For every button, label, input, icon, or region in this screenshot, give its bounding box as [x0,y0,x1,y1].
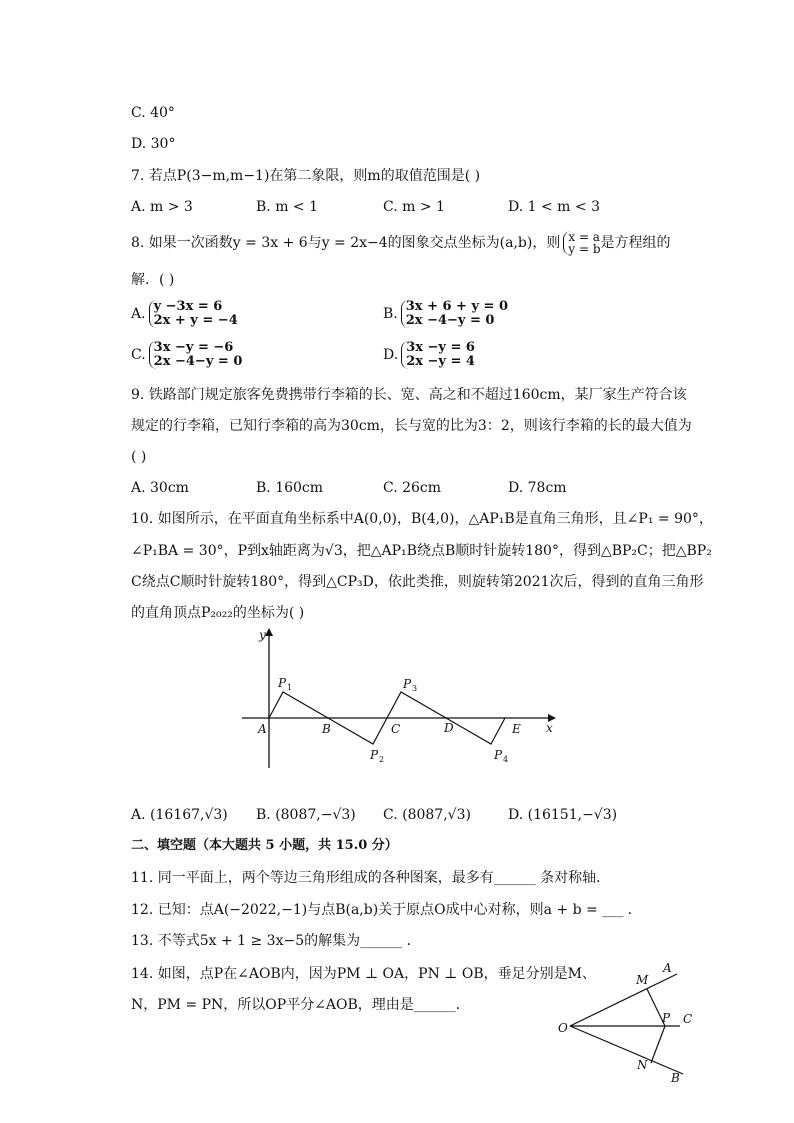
q8-option-b [383,300,508,328]
q9-option-d: D. 78cm [508,480,567,496]
segment-PN [651,1026,665,1063]
label-B: B [671,1071,680,1085]
q6-option-c: C. 40° [131,105,175,121]
q10-line4: 的直角顶点P₂₀₂₂的坐标为( ) [131,605,305,621]
q8-option-a-system [149,300,238,328]
y-axis-arrow-icon [265,628,273,636]
label-P4-sub: 4 [503,755,509,764]
q8-option-a-eq2: 2x + y = −4 [153,313,238,328]
q10-option-c: C. (8087,√3) [383,807,471,823]
q8-stem-tail: 是方程组的 [600,235,671,251]
q7-option-c: C. m > 1 [383,199,445,215]
label-E: E [512,722,521,736]
q10-option-d: D. (16151,−√3) [508,807,618,823]
label-P2-sub: 2 [379,755,385,764]
label-P4: P [494,748,503,762]
q10-option-a: A. (16167,√3) [131,807,228,823]
q14-line2: N，PM = PN，所以OP平分∠AOB，理由是______． [131,997,470,1013]
q13: 13. 不等式5x + 1 ≥ 3x−5的解集为______ ． [131,933,421,949]
label-P1: P [278,676,287,690]
label-C: C [391,722,401,736]
q8-sys-top: x = a [568,230,600,244]
q8-option-d [383,341,475,369]
q12: 12. 已知：点A(−2022,−1)与点B(a,b)关于原点O成中心对称，则a + b = ___ ． [131,902,642,918]
label-P3-sub: 3 [412,684,418,693]
q11: 11. 同一平面上，两个等边三角形组成的各种图案，最多有______ 条对称轴． [131,870,611,886]
q8-stem-line2: 解．( ) [131,272,175,288]
label-N: N [637,1058,648,1072]
q8-option-b-system [401,300,508,328]
q8-option-a-label: A. [131,306,146,322]
q8-option-b-eq1: 3x + 6 + y = 0 [405,299,509,314]
q8-option-c-label: C. [131,347,146,363]
q6-option-d: D. 30° [131,136,176,152]
q7-option-b: B. m < 1 [256,199,319,215]
q9-option-b: B. 160cm [256,480,324,496]
q8-option-a [131,300,238,328]
q9-line3: ( ) [131,449,147,465]
section-2-heading: 二、填空题（本大题共 5 小题，共 15.0 分） [131,838,398,853]
label-P: P [662,1011,671,1025]
label-P2: P [370,748,379,762]
q8-option-a-eq1: y −3x = 6 [153,299,223,314]
label-B: B [322,722,331,736]
q8-stem-system [563,231,600,255]
q10-option-b: B. (8087,−√3) [256,807,356,823]
q8-option-b-label: B. [383,306,398,322]
q14-line1: 14. 如图，点P在∠AOB内，因为PM ⊥ OA，PN ⊥ OB，垂足分别是M、 [131,966,596,982]
q8-option-c-system [149,341,243,369]
label-D: D [444,721,454,735]
q9-option-a: A. 30cm [131,480,189,496]
q8-stem-text: 8. 如果一次函数y = 3x + 6与y = 2x−4的图象交点坐标为(a,b)，则 [131,235,561,251]
q8-option-c [131,341,242,369]
q10-figure [230,622,560,772]
label-A: A [663,961,672,975]
q10-line3: C绕点C顺时针旋转180°，得到△CP₃D，依此类推，则旋转第2021次后，得到的直角三角形 [131,574,704,590]
q7-option-d: D. 1 < m < 3 [508,199,600,215]
q7-option-a: A. m > 3 [131,199,193,215]
q8-option-d-system [401,341,475,369]
label-M: M [636,973,649,987]
q8-option-c-eq2: 2x −4−y = 0 [153,354,243,369]
q7-stem: 7. 若点P(3−m,m−1)在第二象限，则m的取值范围是( ) [131,168,481,184]
q8-sys-bottom: y = b [568,242,601,256]
label-P3: P [403,677,412,691]
label-y: y [259,628,266,642]
label-x: x [546,721,553,735]
q8-option-d-eq2: 2x −y = 4 [406,354,475,369]
q14-figure [555,960,705,1090]
q8-option-c-eq1: 3x −y = −6 [153,340,234,355]
q8-stem [131,231,671,255]
q10-line1: 10. 如图所示，在平面直角坐标系中A(0,0)，B(4,0)，△AP₁B是直角三角形，且∠P₁ = 90°， [131,511,713,527]
label-C: C [683,1012,693,1026]
q8-option-d-label: D. [383,347,399,363]
q8-option-d-eq1: 3x −y = 6 [406,340,475,355]
label-O: O [558,1021,568,1035]
label-A: A [258,722,267,736]
q9-line2: 规定的行李箱，已知行李箱的高为30cm，长与宽的比为3：2，则该行李箱的长的最大值为 [131,418,692,434]
q10-line2: ∠P₁BA = 30°，P到x轴距离为√3，把△AP₁B绕点B顺时针旋转180°，得到△BP₂C；把△BP₂ [131,543,712,559]
q9-line1: 9. 铁路部门规定旅客免费携带行李箱的长、宽、高之和不超过160cm，某厂家生产符合该 [131,387,687,403]
label-P1-sub: 1 [287,683,293,692]
ray-OB [570,1026,683,1074]
q9-option-c: C. 26cm [383,480,442,496]
q8-option-b-eq2: 2x −4−y = 0 [405,313,495,328]
